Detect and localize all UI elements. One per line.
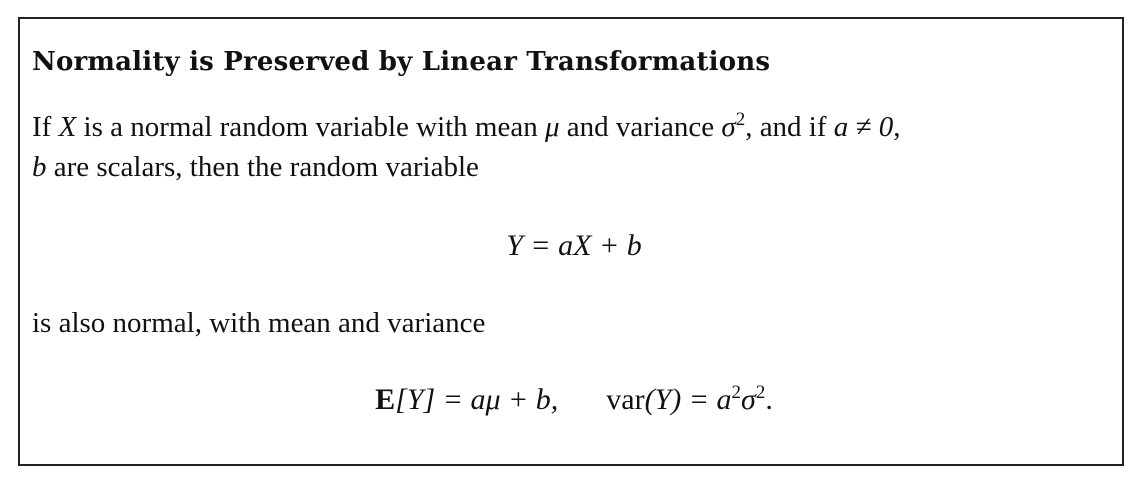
mean-symbol: μ: [544, 111, 560, 143]
text-segment: , and if: [745, 111, 834, 143]
exponent: 2: [755, 382, 766, 403]
sigma-symbol: σ: [741, 383, 756, 416]
theorem-title: Normality is Preserved by Linear Transformations: [32, 47, 771, 77]
text-segment: is a normal random variable with mean: [76, 111, 545, 143]
variance-operator: var: [606, 383, 645, 416]
text-segment: ,: [893, 111, 901, 143]
variable-x: X: [58, 111, 77, 143]
theorem-statement-line-2: [32, 151, 479, 184]
nonzero-condition: a ≠ 0: [833, 111, 894, 143]
theorem-statement-line-1: [32, 111, 900, 144]
text-segment: If: [32, 111, 59, 143]
equation-linear-transform: Y = aX + b: [506, 229, 642, 262]
expectation-operator: E: [375, 383, 396, 416]
period: .: [765, 383, 773, 416]
text-segment: are scalars, then the random variable: [46, 151, 479, 183]
equation-mean-variance: [0, 383, 1148, 417]
variance-expression: (Y) = a: [644, 383, 732, 416]
text-segment: and variance: [559, 111, 722, 143]
mean-expression: [Y] = aμ + b,: [395, 383, 559, 416]
exponent: 2: [735, 109, 746, 130]
sigma-symbol: σ: [721, 111, 736, 143]
exponent: 2: [731, 382, 742, 403]
variable-b: b: [32, 151, 47, 183]
theorem-statement-line-3: is also normal, with mean and variance: [32, 307, 486, 339]
